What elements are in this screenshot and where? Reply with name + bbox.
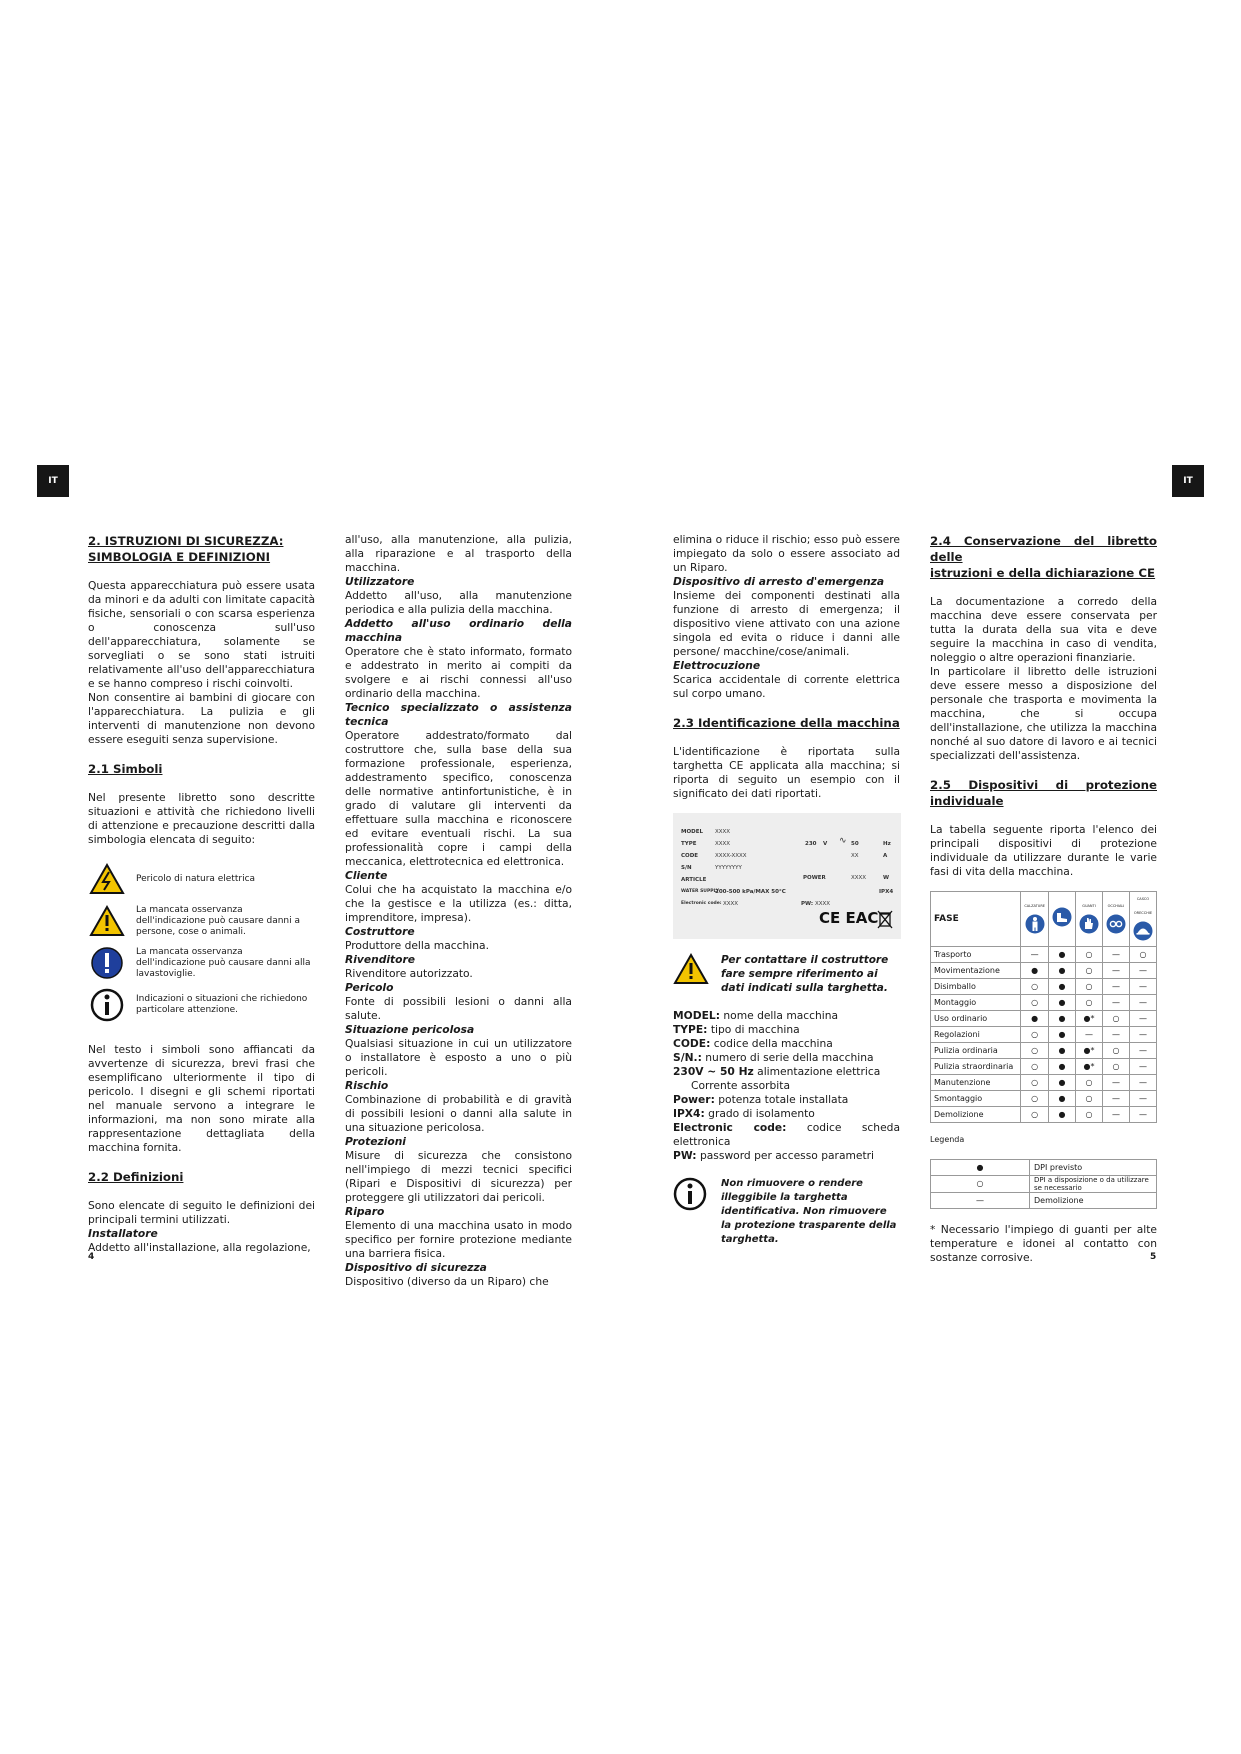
- field-row: 230V ~ 50 Hz alimentazione elettrica: [673, 1065, 881, 1078]
- plate-pw-value: XXXX: [815, 901, 831, 907]
- symbols-intro: Nel presente libretto sono descritte situazioni e attività che richiedono livelli di attenzione e precauzione descritti dalla simbologia elencata di seguito:: [88, 791, 315, 846]
- symbol-text: Pericolo di natura elettrica: [136, 873, 256, 884]
- table-row: Pulizia straordinaria ○ ● ●* ○ —: [931, 1059, 1157, 1075]
- plate-power-unit: W: [883, 875, 890, 881]
- field-row: TYPE: tipo di macchina: [673, 1023, 800, 1036]
- legend-row: — Demolizione: [931, 1193, 1157, 1209]
- warning-icon: [88, 903, 126, 939]
- field-row: Electronic code: codice scheda elettronica: [673, 1121, 900, 1148]
- definition: Elemento di una macchina usato in modo specifico per fornire protezione mediante una barriera fisica.: [345, 1219, 572, 1260]
- plate-sn-value: YYYYYYYY: [715, 865, 742, 871]
- term: Situazione pericolosa: [345, 1023, 475, 1036]
- definition: Operatore addestrato/formato dal costruttore che, sulla base della sua formazione professionale, esperienza, addestramento specifico, conoscenza delle normative antinfortunistiche, è in grado di valutare gli interventi da effettuare sulla macchina e riconoscere ed evitare eventuali rischi. La sua professionalità copre i campi della meccanica, elettrotecnica ed elettronica.: [345, 729, 572, 868]
- definition-continuation: elimina o riduce il rischio; esso può essere impiegato da solo o essere associato ad un Riparo.: [673, 533, 900, 574]
- column-3: [673, 533, 900, 1247]
- field-row: S/N.: numero di serie della macchina: [673, 1051, 874, 1064]
- symbols-list: [88, 861, 315, 1023]
- column-4: [930, 533, 1157, 1265]
- table-row: Manutenzione ○ ● ○ — —: [931, 1075, 1157, 1091]
- field-row: MODEL: nome della macchina: [673, 1009, 839, 1022]
- term: Pericolo: [345, 981, 394, 994]
- term: Addetto all'uso ordinario della macchina: [345, 617, 572, 644]
- field-row: IPX4: grado di isolamento: [673, 1107, 815, 1120]
- term-arresto: Dispositivo di arresto d'emergenza: [673, 575, 885, 588]
- ppe-label-gloves: GUANTI: [1082, 904, 1096, 908]
- plate-voltage: 230: [805, 841, 817, 847]
- definition: Rivenditore autorizzato.: [345, 967, 473, 980]
- footnote: * Necessario l'impiego di guanti per alte temperature e idonei al contatto con sostanze corrosive.: [930, 1223, 1157, 1264]
- plate-frequency-unit: Hz: [883, 841, 891, 847]
- plate-type-label: TYPE: [681, 841, 697, 847]
- legend-row: ○ DPI a disposizione o da utilizzare se necessario: [931, 1176, 1157, 1193]
- protective-clothing-icon: [1025, 914, 1045, 934]
- definition: Addetto all'uso, alla manutenzione periodica e alla pulizia della macchina.: [345, 589, 572, 616]
- symbol-row: [88, 861, 315, 897]
- plate-code-value: XXXX-XXXX: [715, 853, 747, 859]
- field-row: Corrente assorbita: [691, 1079, 790, 1092]
- term: Protezioni: [345, 1135, 406, 1148]
- info-icon: [673, 1177, 711, 1215]
- column-2: [345, 533, 572, 1289]
- page-number-left: 4: [88, 1252, 95, 1262]
- symbol-row: [88, 945, 315, 981]
- plate-current: XX: [851, 853, 859, 859]
- plate-type-value: XXXX: [715, 841, 731, 847]
- plate-model-label: MODEL: [681, 829, 703, 835]
- plate-ecode-label: Electronic code:: [681, 901, 722, 906]
- term: Dispositivo di sicurezza: [345, 1261, 487, 1274]
- goggles-icon: [1106, 914, 1126, 934]
- def-installatore: Addetto all'installazione, alla regolazione,: [88, 1241, 311, 1254]
- term: Utilizzatore: [345, 575, 415, 588]
- plate-sn-label: S/N: [681, 865, 692, 871]
- section-2-3-title: 2.3 Identificazione della macchina: [673, 716, 900, 730]
- term: Rivenditore: [345, 953, 416, 966]
- ppe-label-helmet: CASCO ORECCHIE: [1133, 897, 1153, 915]
- definition: Fonte di possibili lesioni o danni alla salute.: [345, 995, 572, 1022]
- plate-ecode-value: XXXX: [723, 901, 739, 907]
- helmet-column: [1130, 892, 1157, 947]
- fase-header: FASE: [931, 892, 1021, 947]
- ppe-intro: La tabella seguente riporta l'elenco dei principali dispositivi di protezione individuale da utilizzare durante le varie fasi di vita della macchina.: [930, 823, 1157, 878]
- info-icon: [88, 987, 126, 1023]
- boots-column: [1049, 892, 1076, 947]
- term: Rischio: [345, 1079, 389, 1092]
- identification-text: L'identificazione è riportata sulla targhetta CE applicata alla macchina; si riporta di seguito un esempio con il significato dei dati riportati.: [673, 745, 900, 800]
- ppe-label-shoes: CALZATURE: [1024, 904, 1045, 908]
- plate-ipx: IPX4: [879, 889, 894, 895]
- plate-frequency: 50: [851, 841, 859, 847]
- nameplate-fields: [673, 1009, 900, 1163]
- conservation-paragraph-1: La documentazione a corredo della macchina deve essere conservata per tutta la durata della sua vita e deve seguire la macchina in caso di vendita, noleggio o altre operazioni finanziarie.: [930, 595, 1157, 664]
- plate-code-label: CODE: [681, 853, 699, 859]
- def-elettrocuzione: Scarica accidentale di corrente elettrica sul corpo umano.: [673, 673, 900, 700]
- nameplate-info-text: Non rimuovere o rendere illeggibile la targhetta identificativa. Non rimuovere la protezione trasparente della targhetta.: [721, 1178, 897, 1245]
- term-installatore: Installatore: [88, 1227, 158, 1240]
- ce-nameplate: [673, 813, 901, 939]
- ppe-table-header: [931, 892, 1157, 947]
- plate-water-label: WATER SUPPLY: [681, 889, 719, 894]
- table-row: Uso ordinario ● ● ●* ○ —: [931, 1011, 1157, 1027]
- table-row: Movimentazione ● ● ○ — —: [931, 963, 1157, 979]
- symbol-text: Indicazioni o situazioni che richiedono particolare attenzione.: [136, 994, 308, 1015]
- column-1: [88, 533, 315, 1255]
- field-row: CODE: codice della macchina: [673, 1037, 833, 1050]
- goggles-column: [1103, 892, 1130, 947]
- table-row: Disimballo ○ ● ○ — —: [931, 979, 1157, 995]
- field-row: PW: password per accesso parametri: [673, 1149, 875, 1162]
- warning-icon: [673, 953, 711, 989]
- legend-row: ● DPI previsto: [931, 1160, 1157, 1176]
- safety-shoes-icon: [1052, 907, 1072, 927]
- ppe-label-goggles: OCCHIALI: [1107, 904, 1125, 908]
- electric-hazard-icon: [88, 861, 126, 897]
- gloves-column: [1076, 892, 1103, 947]
- definitions-intro: Sono elencate di seguito le definizioni dei principali termini utilizzati.: [88, 1199, 315, 1226]
- ac-symbol-icon: ∿: [839, 836, 847, 846]
- helmet-icon: [1133, 921, 1153, 941]
- shoes-column: [1021, 892, 1049, 947]
- plate-voltage-unit: V: [823, 841, 828, 847]
- symbols-note: Nel testo i simboli sono affiancati da avvertenze di sicurezza, brevi frasi che esemplificano ulteriormente il tipo di pericolo. I disegni e gli schemi riportati nel manuale servono a integrare le informazioni, ma non sono mirate alla rappresentazione dettagliata della macchina fornita.: [88, 1043, 315, 1154]
- table-row: Regolazioni ○ ● — — —: [931, 1027, 1157, 1043]
- definition: Dispositivo (diverso da un Riparo) che: [345, 1275, 549, 1288]
- term: Cliente: [345, 869, 388, 882]
- section-2-4-title-line2: istruzioni e della dichiarazione CE: [930, 566, 1156, 580]
- gloves-icon: [1079, 914, 1099, 934]
- field-row: Power: potenza totale installata: [673, 1093, 849, 1106]
- plate-article-label: ARTICLE: [681, 877, 707, 883]
- table-row: Trasporto — ● ○ — ○: [931, 947, 1157, 963]
- plate-model-value: XXXX: [715, 829, 731, 835]
- section-2-title-line2: SIMBOLOGIA E DEFINIZIONI: [88, 550, 271, 564]
- plate-power-label: POWER: [803, 875, 826, 881]
- plate-current-unit: A: [883, 853, 888, 859]
- symbol-text: La mancata osservanza dell'indicazione può causare danni a persone, cose o animali.: [136, 904, 301, 937]
- language-tab-left: IT: [37, 465, 69, 497]
- plate-power-value: XXXX: [851, 875, 867, 881]
- ce-eac-mark: CE EAC: [819, 909, 879, 927]
- conservation-paragraph-2: In particolare il libretto delle istruzioni deve essere messo a disposizione del personale che trasporta e movimenta la macchina, che si occupa dell'installazione, che utilizza la macchina nonché al suo datore di lavoro e ai tecnici specializzati dell'assistenza.: [930, 665, 1157, 762]
- term: Tecnico specializzato o assistenza tecnica: [345, 701, 572, 728]
- table-row: Demolizione ○ ● ○ — —: [931, 1107, 1157, 1123]
- term: Riparo: [345, 1205, 385, 1218]
- table-row: Pulizia ordinaria ○ ● ●* ○ —: [931, 1043, 1157, 1059]
- definition: Produttore della macchina.: [345, 939, 489, 952]
- page-number-right: 5: [1150, 1252, 1157, 1262]
- intro-paragraph: Questa apparecchiatura può essere usata da minori e da adulti con limitate capacità fisiche, sensoriali o con scarsa esperienza o conoscenza sull'uso dell'apparecchiatura, solamente se sorvegliati o se sono stati istruiti relativamente all'uso dell'apparecchiatura e se hanno compreso i rischi coinvolti.: [88, 579, 315, 690]
- definition: Operatore che è stato informato, formato e addestrato in merito ai compiti da svolgere e ai rischi connessi all'uso ordinario della macchina.: [345, 645, 572, 700]
- term: Costruttore: [345, 925, 415, 938]
- section-2-1-title: 2.1 Simboli: [88, 762, 163, 776]
- term-elettrocuzione: Elettrocuzione: [673, 659, 761, 672]
- section-2-title-line1: 2. ISTRUZIONI DI SICUREZZA:: [88, 534, 284, 548]
- plate-pw-label: PW:: [801, 901, 814, 907]
- contact-warning-text: Per contattare il costruttore fare sempre riferimento ai dati indicati sulla targhetta.: [721, 954, 889, 994]
- plate-water-value: 200-500 kPa/MAX 50°C: [715, 889, 786, 895]
- symbol-row: [88, 987, 315, 1023]
- table-row: Montaggio ○ ● ○ — —: [931, 995, 1157, 1011]
- section-2-2-title: 2.2 Definizioni: [88, 1170, 184, 1184]
- weee-bin-icon: [877, 909, 893, 935]
- table-row: Smontaggio ○ ● ○ — —: [931, 1091, 1157, 1107]
- section-2-4-title-line1: 2.4 Conservazione del libretto delle: [930, 534, 1157, 564]
- language-tab-right: IT: [1172, 465, 1204, 497]
- def-arresto: Insieme dei componenti destinati alla funzione di arresto di emergenza; il dispositivo viene attivato con una azione singola ed evita o riduce i danni alle persone/ macchine/cose/animali.: [673, 589, 900, 658]
- definition: Qualsiasi situazione in cui un utilizzatore o installatore è esposto a uno o più pericoli.: [345, 1037, 572, 1078]
- symbol-row: [88, 903, 315, 939]
- definition: Misure di sicurezza che consistono nell'impiego di mezzi tecnici specifici (Ripari e Dispositivi di sicurezza) per proteggere gli utilizzatori dai pericoli.: [345, 1149, 572, 1204]
- legend-title: Legenda: [930, 1135, 965, 1144]
- intro-paragraph-2: Non consentire ai bambini di giocare con l'apparecchiatura. La pulizia e gli interventi di manutenzione non devono essere eseguiti senza supervisione.: [88, 691, 315, 746]
- nameplate-info: [673, 1177, 900, 1247]
- symbol-text: La mancata osservanza dell'indicazione può causare danni alla lavastoviglie.: [136, 946, 311, 979]
- ppe-table: [930, 891, 1157, 1123]
- definition: Combinazione di probabilità e di gravità di possibili lesioni o danni alla salute in una situazione pericolosa.: [345, 1093, 572, 1134]
- exclamation-icon: [88, 945, 126, 981]
- definition: Colui che ha acquistato la macchina e/o che la gestisce e la utilizza (es.: ditta, imprenditore, impresa).: [345, 883, 572, 924]
- legend-table: [930, 1159, 1157, 1209]
- definition-continuation: all'uso, alla manutenzione, alla pulizia, alla riparazione e al trasporto della macchina.: [345, 533, 572, 574]
- contact-warning: [673, 953, 900, 995]
- section-2-5-title: 2.5 Dispositivi di protezione individuale: [930, 778, 1157, 808]
